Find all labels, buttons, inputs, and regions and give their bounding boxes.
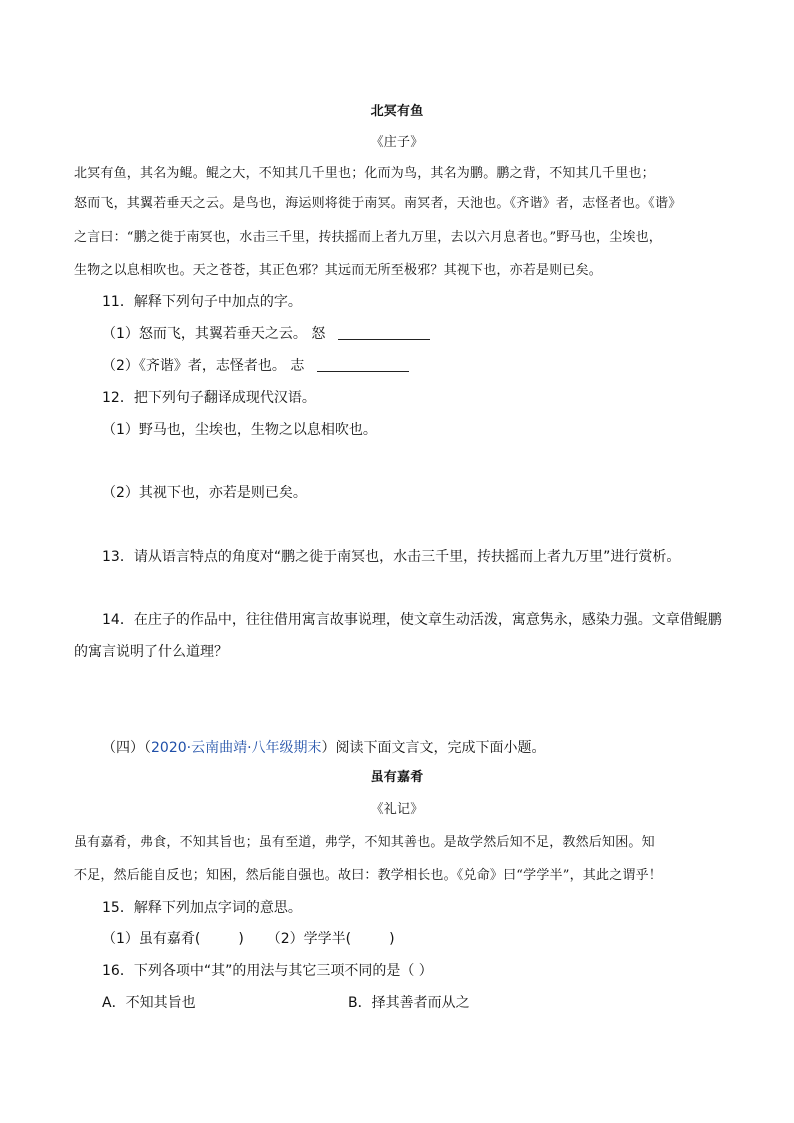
passage-author: 《庄子》 [370,135,424,150]
question-stem: 15．解释下列加点字词的意思。 [102,900,302,916]
passage-line: 生物之以息相吹也。天之苍苍，其正色邪？其远而无所至极邪？其视下也，亦若是则已矣。 [74,263,603,278]
question-stem: 13．请从语言特点的角度对“鹏之徙于南冥也，水击三千里，抟扶摇而上者九万里”进行赏析。 [102,549,681,565]
passage-line: 北冥有鱼，其名为鲲。鲲之大，不知其几千里也；化而为鸟，其名为鹏。鹏之背，不知其几千里也； [74,166,655,181]
option-b[interactable]: B．择其善者而从之 [348,995,470,1011]
item-text: （2）《齐谐》者，志怪者也。 志 [102,358,305,374]
question-item: （1）野马也，尘埃也，生物之以息相吹也。 [102,422,377,438]
item-text: （1）怒而飞，其翼若垂天之云。 怒 [102,326,326,342]
question-stem: 16．下列各项中“其”的用法与其它三项不同的是（ ） [102,963,433,979]
section-source[interactable]: 2020·云南曲靖·八年级期末 [151,740,322,756]
question-item [102,356,409,376]
question-item [102,324,430,344]
item-text: （2）学学半( [266,931,352,947]
question-stem: 11．解释下列句子中加点的字。 [102,294,302,310]
option-a[interactable]: A．不知其旨也 [102,995,196,1011]
item-close-paren: ) [238,931,244,947]
question-item: （2）其视下也，亦若是则已矣。 [102,485,307,501]
passage-author: 《礼记》 [370,802,424,817]
answer-blank[interactable] [317,357,409,372]
passage-line: 怒而飞，其翼若垂天之云。是鸟也，海运则将徙于南冥。南冥者，天池也。《齐谐》者，志怪者也。《谐》 [74,196,682,211]
section-suffix: ）阅读下面文言文，完成下面小题。 [321,740,546,756]
question-stem-continued: 的寓言说明了什么道理？ [74,644,228,660]
item-close-paren: ) [389,931,395,947]
passage-line: 不足，然后能自反也；知困，然后能自强也。故曰：教学相长也。《兑命》曰“学学半”，其此之谓乎！ [74,868,662,883]
question-stem: 14．在庄子的作品中，往往借用寓言故事说理，使文章生动活泼，寓意隽永，感染力强。文章借鲲鹏 [102,612,722,628]
section-heading [102,738,546,758]
passage-line: 之言曰：“鹏之徙于南冥也，水击三千里，抟扶摇而上者九万里，去以六月息者也。”野马也，尘埃也， [74,230,662,245]
question-stem: 12．把下列句子翻译成现代汉语。 [102,390,316,406]
passage-line: 虽有嘉肴，弗食，不知其旨也；虽有至道，弗学，不知其善也。是故学然后知不足，教然后知困。知 [74,835,655,850]
passage-title: 虽有嘉肴 [370,770,424,785]
item-text: （1）虽有嘉肴( [102,931,201,947]
answer-blank[interactable] [338,325,430,340]
question-item [102,929,395,949]
passage-title: 北冥有鱼 [370,104,424,119]
section-prefix: （四）（ [102,740,151,756]
